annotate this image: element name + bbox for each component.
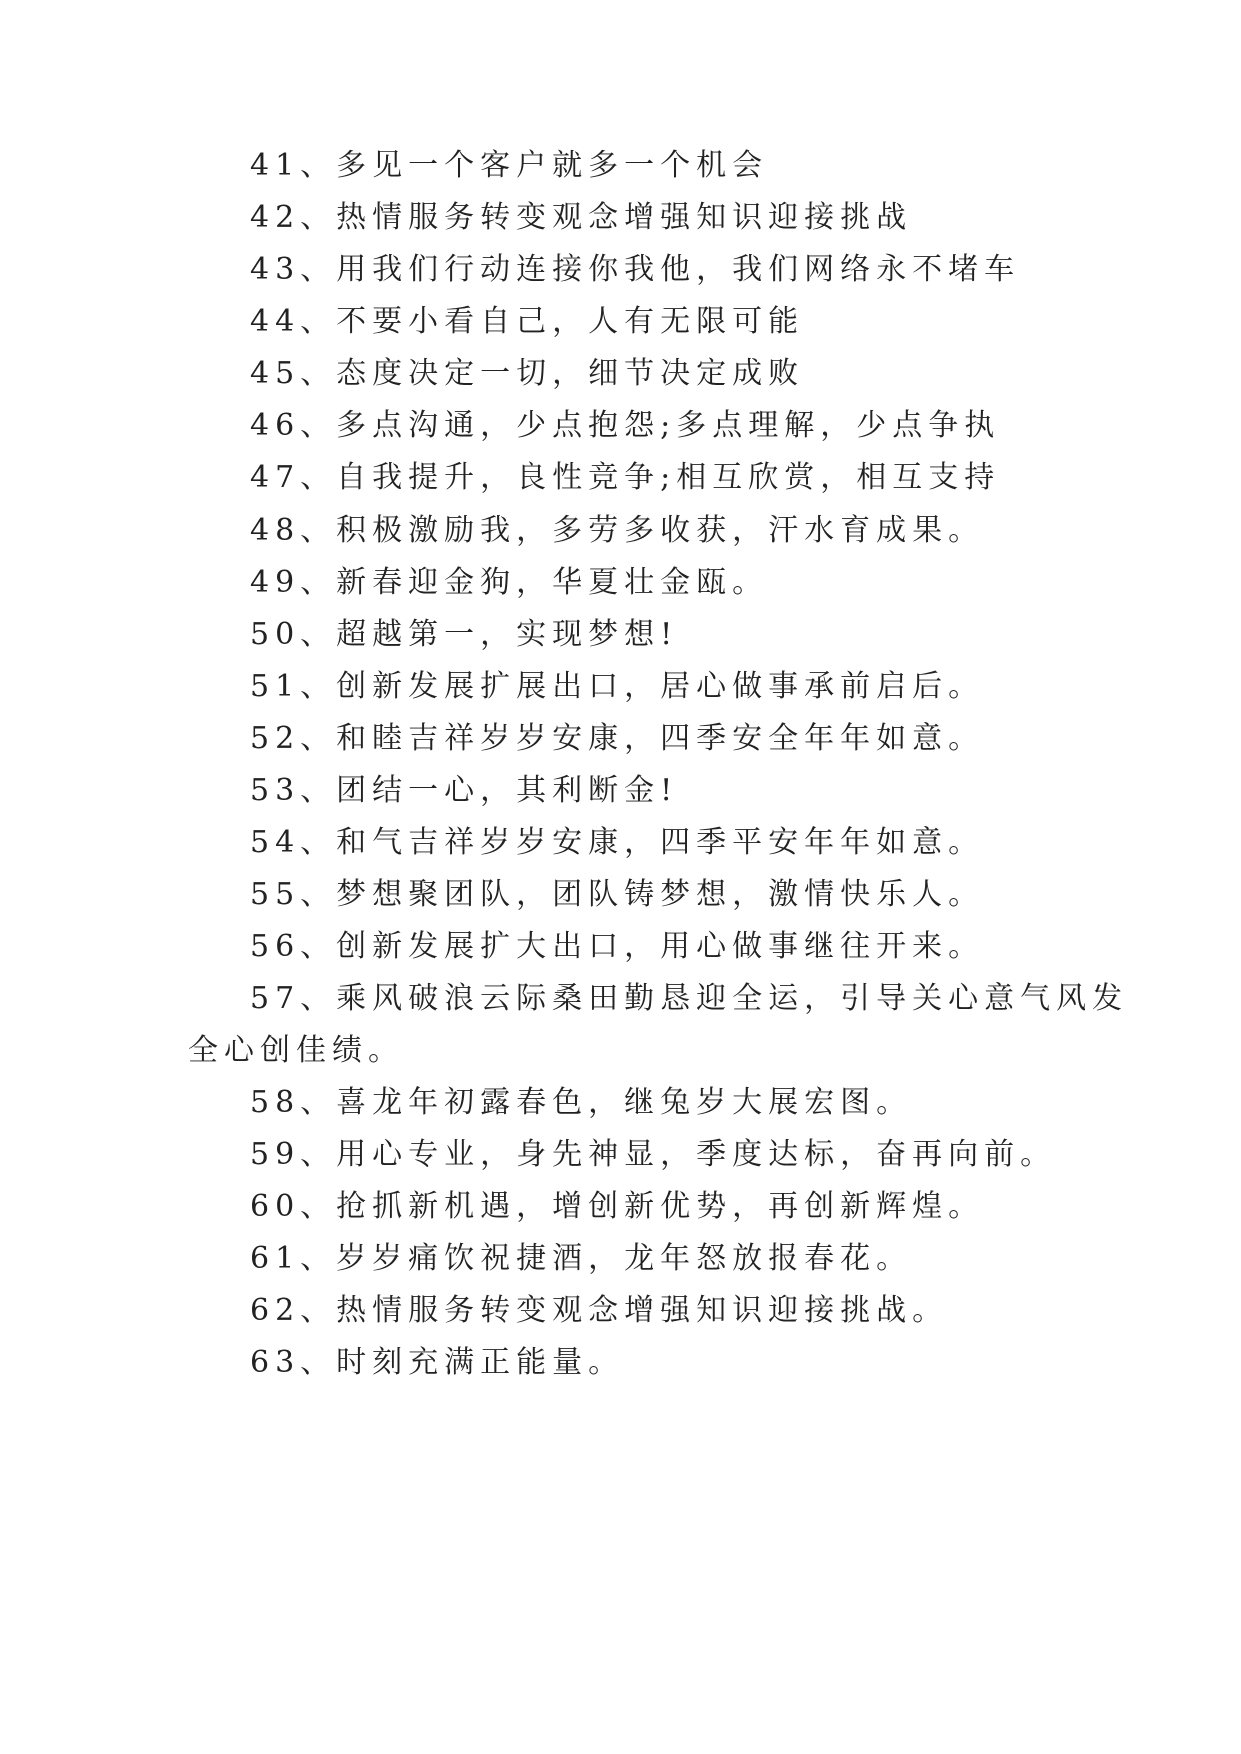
slogan-line-46: 46、多点沟通，少点抱怨;多点理解，少点争执 (250, 408, 1001, 443)
slogan-line-50: 50、超越第一，实现梦想! (250, 617, 679, 652)
slogan-line-58: 58、喜龙年初露春色，继兔岁大展宏图。 (250, 1085, 913, 1120)
slogan-line-57: 57、乘风破浪云际桑田勤恳迎全运，引导关心意气风发 (250, 981, 1129, 1016)
slogan-line-49: 49、新春迎金狗，华夏壮金瓯。 (250, 565, 769, 600)
slogan-line-56: 56、创新发展扩大出口，用心做事继往开来。 (250, 929, 985, 964)
slogan-line-62: 62、热情服务转变观念增强知识迎接挑战。 (250, 1293, 949, 1328)
slogan-line-51: 51、创新发展扩展出口，居心做事承前启后。 (250, 669, 985, 704)
slogan-line-42: 42、热情服务转变观念增强知识迎接挑战 (250, 200, 913, 235)
slogan-line-41: 41、多见一个客户就多一个机会 (250, 148, 769, 183)
slogan-line-45: 45、态度决定一切，细节决定成败 (250, 356, 805, 391)
slogan-line-61: 61、岁岁痛饮祝捷酒，龙年怒放报春花。 (250, 1241, 913, 1276)
slogan-line-63: 63、时刻充满正能量。 (250, 1345, 625, 1380)
slogan-line-55: 55、梦想聚团队，团队铸梦想，激情快乐人。 (250, 877, 985, 912)
slogan-line-44: 44、不要小看自己，人有无限可能 (250, 304, 805, 339)
slogan-line-59: 59、用心专业，身先神显，季度达标，奋再向前。 (250, 1137, 1057, 1172)
slogan-line-60: 60、抢抓新机遇，增创新优势，再创新辉煌。 (250, 1189, 985, 1224)
slogan-line-47: 47、自我提升，良性竞争;相互欣赏，相互支持 (250, 460, 1001, 495)
slogan-line-52: 52、和睦吉祥岁岁安康，四季安全年年如意。 (250, 721, 985, 756)
slogan-line-48: 48、积极激励我，多劳多收获，汗水育成果。 (250, 513, 985, 548)
slogan-line-43: 43、用我们行动连接你我他，我们网络永不堵车 (250, 252, 1021, 287)
slogan-line-57-continued: 全心创佳绩。 (188, 1033, 404, 1068)
slogan-line-53: 53、团结一心，其利断金! (250, 773, 679, 808)
slogan-line-54: 54、和气吉祥岁岁安康，四季平安年年如意。 (250, 825, 985, 860)
